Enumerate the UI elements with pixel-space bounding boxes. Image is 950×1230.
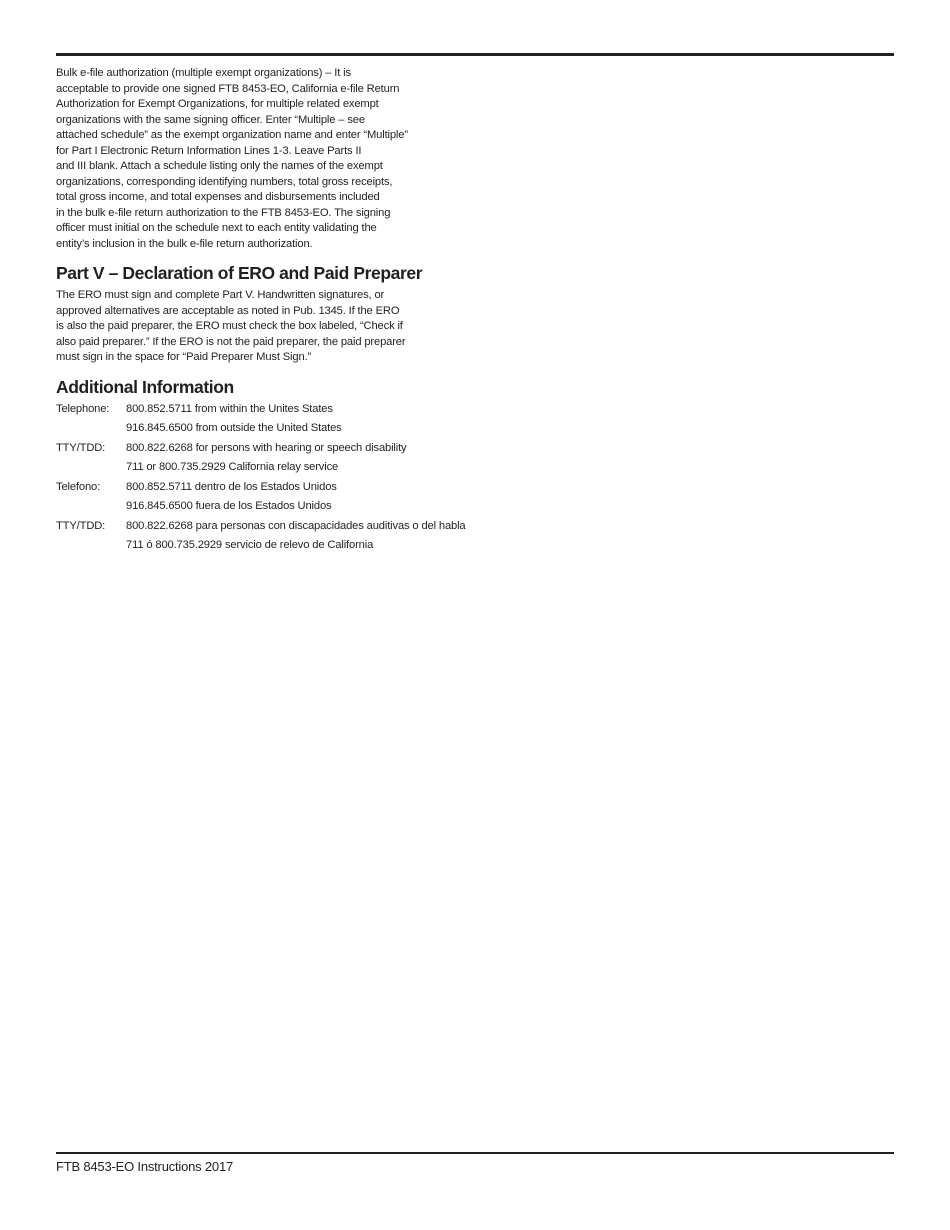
contact-value: 711 ó 800.735.2929 servicio de relevo de California <box>126 539 374 551</box>
paragraph-line: for Part I Electronic Return Information Lines 1-3. Leave Parts II <box>56 144 362 157</box>
paragraph-line: total gross income, and total expenses and disbursements included <box>56 191 380 203</box>
contact-row <box>56 519 466 533</box>
paragraph-line: organizations with the same signing officer. Enter “Multiple – see <box>56 113 365 126</box>
paragraph-line: also paid preparer.” If the ERO is not the paid preparer, the paid preparer <box>56 335 406 348</box>
additional-information-heading: Additional Information <box>56 376 234 397</box>
contact-label: Telefono: <box>56 480 101 493</box>
contact-row <box>56 480 466 494</box>
contact-row <box>56 499 466 513</box>
contact-value: 800.852.5711 from within the Unites States <box>126 402 333 415</box>
instructions-column <box>56 66 466 558</box>
paragraph-line: The ERO must sign and complete Part V. Handwritten signatures, or <box>56 289 385 301</box>
paragraph-line: acceptable to provide one signed FTB 8453-EO, California e-file Return <box>56 82 400 95</box>
contact-label <box>56 499 126 513</box>
contact-table <box>56 402 466 553</box>
contact-row <box>56 538 466 552</box>
part-v-heading: Part V – Declaration of ERO and Paid Preparer <box>56 263 423 283</box>
paragraph-line: Authorization for Exempt Organizations, for multiple related exempt <box>56 98 379 110</box>
contact-value: 916.845.6500 from outside the United States <box>126 422 342 434</box>
paragraph-line: attached schedule” as the exempt organization name and enter “Multiple” <box>56 129 408 141</box>
paragraph-line: in the bulk e-file return authorization to the FTB 8453-EO. The signing <box>56 206 391 219</box>
page-footer: FTB 8453-EO Instructions 2017 <box>56 1159 234 1174</box>
bulk-efile-paragraph <box>56 66 466 252</box>
contact-value: 800.822.6268 for persons with hearing or speech disability <box>126 441 407 454</box>
contact-label: Telephone: <box>56 402 110 415</box>
contact-value: 916.845.6500 fuera de los Estados Unidos <box>126 500 332 512</box>
paragraph-line: Bulk e-file authorization (multiple exempt organizations) – It is <box>56 67 351 79</box>
paragraph-line: must sign in the space for “Paid Preparer Must Sign.” <box>56 351 312 363</box>
paragraph-line: and III blank. Attach a schedule listing only the names of the exempt <box>56 160 383 172</box>
contact-label: TTY/TDD: <box>56 441 106 454</box>
paragraph-line: approved alternatives are acceptable as noted in Pub. 1345. If the ERO <box>56 304 400 317</box>
bottom-divider <box>56 1152 894 1154</box>
contact-value: 711 or 800.735.2929 California relay service <box>126 461 339 473</box>
contact-label <box>56 421 126 435</box>
contact-row <box>56 421 466 435</box>
contact-label <box>56 538 126 552</box>
contact-row <box>56 460 466 474</box>
contact-value: 800.822.6268 para personas con discapacidades auditivas o del habla <box>126 519 466 532</box>
contact-value: 800.852.5711 dentro de los Estados Unidos <box>126 480 337 493</box>
paragraph-line: entity’s inclusion in the bulk e-file return authorization. <box>56 237 313 250</box>
contact-label <box>56 460 126 474</box>
part-v-paragraph <box>56 288 466 366</box>
contact-row <box>56 441 466 455</box>
top-divider <box>56 53 894 56</box>
paragraph-line: organizations, corresponding identifying numbers, total gross receipts, <box>56 175 393 188</box>
paragraph-line: is also the paid preparer, the ERO must check the box labeled, “Check if <box>56 320 403 332</box>
contact-label: TTY/TDD: <box>56 519 106 532</box>
contact-row <box>56 402 466 416</box>
paragraph-line: officer must initial on the schedule next to each entity validating the <box>56 222 377 234</box>
